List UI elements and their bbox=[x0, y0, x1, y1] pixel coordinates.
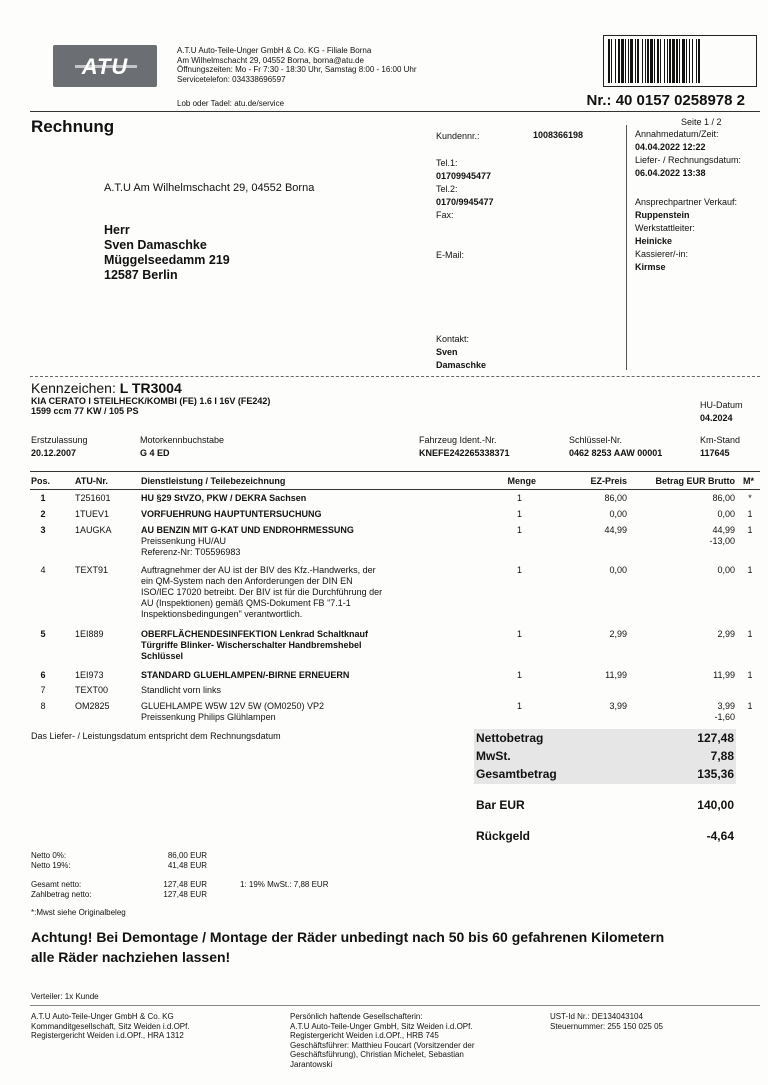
row-mwst-code: * bbox=[748, 493, 752, 503]
verteiler: Verteiler: 1x Kunde bbox=[31, 992, 99, 1001]
annahme-value: 04.04.2022 12:22 bbox=[635, 142, 706, 152]
row-atu-nr: 1TUEV1 bbox=[75, 509, 110, 519]
row-mwst-code: 1 bbox=[747, 629, 753, 639]
rueck-value: -4,64 bbox=[706, 829, 734, 843]
th-desc: Dienstleistung / Teilebezeichnung bbox=[141, 476, 286, 486]
row-pos: 2 bbox=[40, 509, 46, 519]
werkstatt-label: Werkstattleiter: bbox=[635, 223, 695, 233]
recipient-line: 12587 Berlin bbox=[104, 268, 178, 282]
company-line: Öffnungszeiten: Mo - Fr 7:30 - 18:30 Uhr, Samstag 8:00 - 16:00 Uhr bbox=[177, 65, 417, 74]
wheel-warning bbox=[31, 927, 756, 967]
footer-line: UST-Id Nr.: DE134043104 bbox=[550, 1012, 643, 1021]
row-atu-nr: 1AUGKA bbox=[75, 525, 112, 535]
row-ez-preis: 44,99 bbox=[604, 525, 627, 535]
row-mwst-code: 1 bbox=[747, 509, 753, 519]
liefer-label: Liefer- / Rechnungsdatum: bbox=[635, 155, 742, 165]
row-menge: 1 bbox=[516, 670, 522, 680]
row-atu-nr: 1EI889 bbox=[75, 629, 104, 639]
row-pos: 6 bbox=[40, 670, 46, 680]
km-label: Km-Stand bbox=[700, 435, 741, 445]
description-line: Standlicht vorn links bbox=[141, 685, 222, 695]
description-line: AU (Inspektionen) gemäß QMS-Dokument FB "7.1-1 bbox=[141, 598, 351, 608]
description-line: Türgriffe Blinker- Wischerschalter Handbremshebel bbox=[141, 640, 362, 650]
row-description bbox=[141, 525, 491, 558]
th-ez: EZ-Preis bbox=[590, 476, 627, 486]
footer-line: A.T.U Auto-Teile-Unger GmbH, Sitz Weiden i.d.OPf. bbox=[290, 1021, 473, 1031]
betrag-line: 0,00 bbox=[717, 565, 735, 575]
email-label: E-Mail: bbox=[436, 250, 465, 260]
annahme-label: Annahmedatum/Zeit: bbox=[635, 129, 719, 139]
footer-line: Geschäftsführung), Christian Michelet, Sebastian bbox=[290, 1050, 464, 1059]
ident-value: KNEFE242265338371 bbox=[419, 448, 510, 458]
motor-label: Motorkennbuchstabe bbox=[140, 435, 225, 445]
ident-label: Fahrzeug Ident.-Nr. bbox=[419, 435, 497, 445]
kassierer-label: Kassierer/-in: bbox=[635, 249, 689, 259]
description-line: Preissenkung Philips Glühlampen bbox=[141, 712, 276, 722]
netto-value: 127,48 bbox=[697, 731, 734, 745]
invoice-number: Nr.: 40 0157 0258978 2 bbox=[586, 92, 745, 109]
row-pos: 8 bbox=[40, 701, 46, 711]
gesamt-value: 135,36 bbox=[697, 767, 734, 781]
row-betrag bbox=[628, 701, 735, 723]
netto19-label: Netto 19%: bbox=[31, 861, 71, 870]
row-menge: 1 bbox=[516, 629, 522, 639]
row-menge: 1 bbox=[516, 493, 522, 503]
footer-line: A.T.U Auto-Teile-Unger GmbH & Co. KG bbox=[31, 1012, 174, 1021]
tel1-value: 01709945477 bbox=[436, 171, 492, 181]
row-description bbox=[141, 629, 491, 662]
row-ez-preis: 86,00 bbox=[604, 493, 627, 503]
kontakt-last: Damaschke bbox=[436, 360, 487, 370]
tel2-value: 0170/9945477 bbox=[436, 197, 494, 207]
rueck-label: Rückgeld bbox=[476, 829, 531, 843]
hu-label: HU-Datum bbox=[700, 400, 743, 410]
kennzeichen-label: Kennzeichen: bbox=[31, 380, 116, 396]
betrag-line: 3,99 bbox=[717, 701, 735, 711]
tel1-label: Tel.1: bbox=[436, 158, 458, 168]
row-menge: 1 bbox=[516, 701, 522, 711]
schluessel-label: Schlüssel-Nr. bbox=[569, 435, 623, 445]
row-pos: 1 bbox=[40, 493, 46, 503]
footer-line: Persönlich haftende Gesellschafterin: bbox=[290, 1012, 423, 1021]
erstzulassung-label: Erstzulassung bbox=[31, 435, 88, 445]
row-betrag bbox=[628, 509, 735, 520]
vehicle-model: KIA CERATO I STEILHECK/KOMBI (FE) 1.6 I 16V (FE242) bbox=[31, 396, 271, 406]
recipient-line: Sven Damaschke bbox=[104, 238, 207, 252]
company-line: Servicetelefon: 034338696597 bbox=[177, 74, 286, 84]
row-mwst-code: 1 bbox=[747, 670, 753, 680]
tel2-label: Tel.2: bbox=[436, 184, 458, 194]
motor-value: G 4 ED bbox=[140, 448, 170, 458]
row-description bbox=[141, 685, 491, 696]
row-pos: 4 bbox=[40, 565, 46, 575]
mwst-value: 7,88 bbox=[710, 749, 734, 763]
row-atu-nr: OM2825 bbox=[75, 701, 110, 711]
mwst-note: *:Mwst siehe Originalbeleg bbox=[31, 908, 126, 917]
row-pos: 3 bbox=[40, 525, 46, 535]
gesamtnetto-label: Gesamt netto: bbox=[31, 880, 82, 889]
row-description bbox=[141, 493, 491, 504]
bar-label: Bar EUR bbox=[476, 798, 525, 812]
row-betrag bbox=[628, 525, 735, 547]
row-betrag bbox=[628, 629, 735, 640]
th-atu: ATU-Nr. bbox=[75, 476, 108, 486]
liefer-note: Das Liefer- / Leistungsdatum entspricht dem Rechnungsdatum bbox=[31, 731, 281, 741]
feedback-note: Lob oder Tadel: atu.de/service bbox=[177, 99, 285, 108]
description-line: GLUEHLAMPE W5W 12V 5W (OM0250) VP2 bbox=[141, 701, 325, 711]
row-pos: 7 bbox=[40, 685, 46, 695]
betrag-line: 0,00 bbox=[717, 509, 735, 519]
description-line: VORFUEHRUNG HAUPTUNTERSUCHUNG bbox=[141, 509, 322, 519]
th-pos: Pos. bbox=[31, 476, 51, 486]
footer-line: Registergericht Weiden i.d.OPf., HRB 745 bbox=[290, 1031, 439, 1040]
footer-line: Jarantowski bbox=[290, 1059, 333, 1069]
kennzeichen bbox=[31, 380, 182, 396]
company-info bbox=[177, 46, 507, 84]
row-atu-nr: TEXT91 bbox=[75, 565, 109, 575]
description-line: Schlüssel bbox=[141, 651, 184, 661]
company-line: Am Wilhelmschacht 29, 04552 Borna, borna@atu.de bbox=[177, 55, 364, 65]
footer-line: Registergericht Weiden i.d.OPf., HRA 1312 bbox=[31, 1031, 184, 1040]
netto0-value: 86,00 EUR bbox=[167, 851, 207, 860]
km-value: 117645 bbox=[700, 448, 730, 458]
row-mwst-code: 1 bbox=[747, 525, 753, 535]
footer-line: Steuernummer: 255 150 025 05 bbox=[550, 1021, 663, 1031]
row-mwst-code: 1 bbox=[747, 701, 753, 711]
description-line: STANDARD GLUEHLAMPEN/-BIRNE ERNEUERN bbox=[141, 670, 350, 680]
description-line: OBERFLÄCHENDESINFEKTION Lenkrad Schaltknauf bbox=[141, 629, 369, 639]
sender-line: A.T.U Am Wilhelmschacht 29, 04552 Borna bbox=[104, 182, 315, 194]
gesamt-label: Gesamtbetrag bbox=[476, 767, 557, 781]
bar-value: 140,00 bbox=[697, 798, 734, 812]
betrag-line: 2,99 bbox=[717, 629, 735, 639]
zahl-value: 127,48 EUR bbox=[163, 890, 207, 899]
description-line: HU §29 StVZO, PKW / DEKRA Sachsen bbox=[141, 493, 307, 503]
warning-line: alle Räder nachziehen lassen! bbox=[31, 949, 231, 965]
row-menge: 1 bbox=[516, 525, 522, 535]
liefer-value: 06.04.2022 13:38 bbox=[635, 168, 706, 178]
row-ez-preis: 3,99 bbox=[609, 701, 627, 711]
document-title: Rechnung bbox=[31, 117, 115, 136]
row-ez-preis: 11,99 bbox=[605, 670, 627, 680]
werkstatt-value: Heinicke bbox=[635, 236, 673, 246]
row-atu-nr: 1EI973 bbox=[75, 670, 104, 680]
betrag-line: 44,99 bbox=[712, 525, 735, 535]
zahl-label: Zahlbetrag netto: bbox=[31, 890, 92, 899]
kassierer-value: Kirmse bbox=[635, 262, 666, 272]
recipient-address bbox=[104, 223, 230, 283]
row-menge: 1 bbox=[516, 565, 522, 575]
fax-label: Fax: bbox=[436, 210, 454, 220]
row-description bbox=[141, 509, 491, 520]
netto-label: Nettobetrag bbox=[476, 731, 544, 745]
kundennr-label: Kundennr.: bbox=[436, 131, 480, 141]
row-ez-preis: 0,00 bbox=[609, 565, 627, 575]
recipient-line: Müggelseedamm 219 bbox=[104, 253, 230, 267]
row-atu-nr: TEXT00 bbox=[75, 685, 109, 695]
kontakt-first: Sven bbox=[436, 347, 458, 357]
erstzulassung-value: 20.12.2007 bbox=[31, 448, 77, 458]
footer-line: Kommanditgesellschaft, Sitz Weiden i.d.OPf. bbox=[31, 1021, 190, 1031]
netto0-label: Netto 0%: bbox=[31, 851, 67, 860]
row-betrag bbox=[628, 493, 735, 504]
warning-line: Achtung! Bei Demontage / Montage der Räder unbedingt nach 50 bis 60 gefahrenen Kilometern bbox=[31, 929, 665, 945]
footer-tax bbox=[550, 1012, 663, 1031]
vehicle-specs: 1599 ccm 77 KW / 105 PS bbox=[31, 406, 139, 416]
description-line: Referenz-Nr: T05596983 bbox=[141, 547, 241, 557]
footer-partner bbox=[290, 1012, 475, 1069]
recipient-line: Herr bbox=[104, 223, 130, 237]
betrag-line: 86,00 bbox=[712, 493, 735, 503]
logo-text: ATU bbox=[81, 54, 129, 79]
row-ez-preis: 2,99 bbox=[609, 629, 627, 639]
ansprech-label: Ansprechpartner Verkauf: bbox=[635, 197, 738, 207]
row-mwst-code: 1 bbox=[747, 565, 753, 575]
mwst-detail: 1: 19% MwSt.: 7,88 EUR bbox=[240, 880, 329, 889]
th-menge: Menge bbox=[507, 476, 536, 486]
betrag-line: -1,60 bbox=[714, 712, 735, 722]
row-atu-nr: T251601 bbox=[75, 493, 111, 503]
row-description bbox=[141, 670, 491, 681]
description-line: Preissenkung HU/AU bbox=[141, 536, 227, 546]
description-line: ISO/IEC 17020 betreibt. Der BIV ist für die Durchführung der bbox=[141, 587, 383, 597]
th-betrag: Betrag EUR Brutto bbox=[655, 476, 735, 486]
row-betrag bbox=[628, 565, 735, 576]
description-line: Auftragnehmer der AU ist der BIV des Kfz.-Handwerks, der bbox=[141, 565, 376, 575]
row-description bbox=[141, 701, 491, 723]
description-line: AU BENZIN MIT G-KAT UND ENDROHRMESSUNG bbox=[141, 525, 354, 535]
page-label: Seite 1 / 2 bbox=[681, 117, 722, 127]
row-menge: 1 bbox=[516, 509, 522, 519]
kennzeichen-value: L TR3004 bbox=[119, 380, 182, 396]
footer-company bbox=[31, 1012, 190, 1041]
description-line: Inspektionsbedingungen" verantwortlich. bbox=[141, 609, 303, 619]
mwst-label: MwSt. bbox=[476, 749, 511, 763]
footer-line: Geschäftsführer: Matthieu Foucart (Vorsitzender der bbox=[290, 1040, 475, 1050]
company-line: A.T.U Auto-Teile-Unger GmbH & Co. KG - Filiale Borna bbox=[177, 46, 372, 55]
schluessel-value: 0462 8253 AAW 00001 bbox=[569, 448, 663, 458]
row-betrag bbox=[628, 670, 735, 681]
ansprech-value: Ruppenstein bbox=[635, 210, 690, 220]
row-pos: 5 bbox=[40, 629, 46, 639]
gesamtnetto-value: 127,48 EUR bbox=[163, 880, 207, 889]
barcode bbox=[603, 35, 757, 87]
kundennr-value: 1008366198 bbox=[533, 130, 584, 140]
description-line: ein QM-System nach den Anforderungen der DIN EN bbox=[141, 576, 353, 586]
betrag-line: 11,99 bbox=[713, 670, 735, 680]
betrag-line: -13,00 bbox=[709, 536, 735, 546]
netto19-value: 41,48 EUR bbox=[167, 861, 207, 870]
atu-logo bbox=[53, 45, 157, 87]
row-ez-preis: 0,00 bbox=[609, 509, 627, 519]
kontakt-label: Kontakt: bbox=[436, 334, 470, 344]
row-description bbox=[141, 565, 491, 620]
th-m: M* bbox=[743, 476, 754, 486]
hu-value: 04.2024 bbox=[700, 413, 733, 423]
